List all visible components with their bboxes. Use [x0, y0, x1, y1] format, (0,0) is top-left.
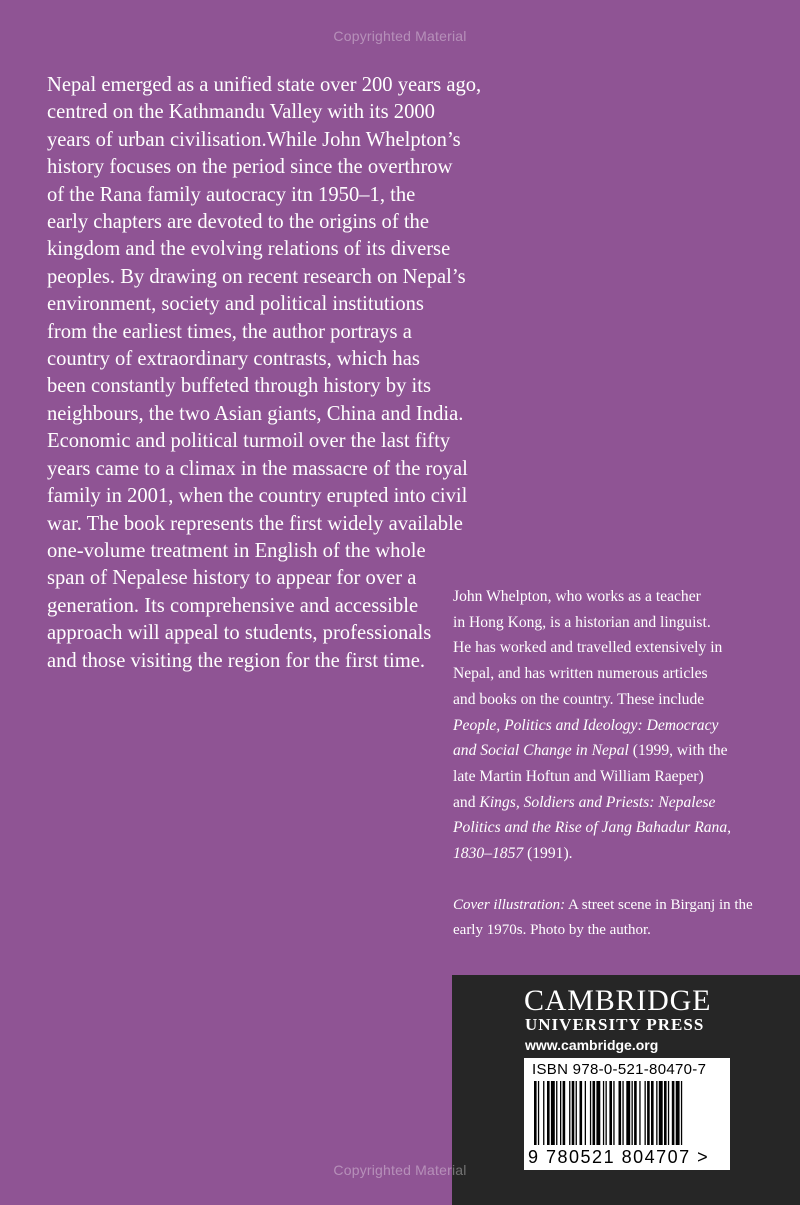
description-line: span of Nepalese history to appear for over a	[47, 567, 417, 590]
barcode-bar	[603, 1081, 604, 1145]
bio-line: late Martin Hoftun and William Raeper)	[453, 767, 704, 785]
publisher-name: CAMBRIDGE	[524, 984, 712, 1017]
description-line: one-volume treatment in English of the whole	[47, 539, 426, 562]
barcode-bar	[580, 1081, 583, 1145]
barcode-bar	[590, 1081, 591, 1145]
barcode-bar	[676, 1081, 680, 1145]
barcode-bar	[664, 1081, 667, 1145]
ean-number: 9 780521 804707 >	[528, 1147, 710, 1167]
barcode-bar	[551, 1081, 555, 1145]
barcode-bar	[606, 1081, 607, 1145]
description-line: neighbours, the two Asian giants, China and India.	[47, 402, 464, 425]
credit-line	[453, 893, 773, 918]
bio-line-book-title: Politics and the Rise of Jang Bahadur Rana,	[453, 819, 732, 837]
description-line: Nepal emerged as a unified state over 200 years ago,	[47, 74, 482, 96]
book-title: Kings, Soldiers and Priests: Nepalese	[479, 793, 716, 811]
barcode-bar	[560, 1081, 561, 1145]
book-title: 1830–1857	[453, 845, 524, 863]
barcode-panel	[524, 1058, 730, 1170]
watermark-top: Copyrighted Material	[333, 28, 467, 44]
description-line: early chapters are devoted to the origins of the	[47, 211, 429, 234]
publisher-subtitle: UNIVERSITY PRESS	[525, 1015, 705, 1034]
bio-line	[453, 738, 773, 764]
barcode-bar	[538, 1081, 539, 1145]
barcode-bar	[556, 1081, 557, 1145]
bio-line: and books on the country. These include	[453, 690, 705, 708]
barcode-bar	[609, 1081, 612, 1145]
barcode-bar	[569, 1081, 570, 1145]
barcode-bar	[634, 1081, 637, 1145]
bio-line: in Hong Kong, is a historian and linguist.	[453, 613, 711, 631]
credit-text: A street scene in Birganj in the	[565, 897, 753, 913]
barcode-bar	[547, 1081, 550, 1145]
description-line: centred on the Kathmandu Valley with its 2000	[47, 101, 435, 124]
bio-line	[453, 790, 773, 816]
description-line: been constantly buffeted through history by its	[47, 375, 431, 398]
description-line: environment, society and political institutions	[47, 293, 424, 316]
description-line: from the earliest times, the author portrays a	[47, 320, 412, 343]
barcode-bar	[672, 1081, 675, 1145]
description-line: and those visiting the region for the first time.	[47, 649, 426, 672]
description-line: history focuses on the period since the overthrow	[47, 156, 453, 179]
barcode-bar	[593, 1081, 596, 1145]
description-line: of the Rana family autocracy itn 1950–1, the	[47, 183, 416, 206]
barcode-bar	[647, 1081, 650, 1145]
description-line: generation. Its comprehensive and accessible	[47, 594, 419, 617]
credit-label: Cover illustration:	[453, 897, 566, 913]
publisher-url: www.cambridge.org	[525, 1037, 659, 1053]
barcode-bar	[659, 1081, 663, 1145]
barcode-bar	[563, 1081, 566, 1145]
barcode-bar	[572, 1081, 575, 1145]
barcode-bar	[645, 1081, 646, 1145]
author-bio	[453, 584, 773, 867]
description-line: country of extraordinary contrasts, which has	[47, 348, 420, 371]
barcode-bar	[596, 1081, 600, 1145]
barcode-bar	[651, 1081, 654, 1145]
description-line: years came to a climax in the massacre of the royal	[47, 457, 468, 480]
description-line: family in 2001, when the country erupted into civil	[47, 485, 468, 508]
credit-line: early 1970s. Photo by the author.	[453, 922, 651, 938]
description-line: Economic and political turmoil over the last fifty	[47, 430, 451, 453]
book-description	[47, 72, 482, 675]
book-title: and Social Change in Nepal	[453, 742, 629, 760]
barcode-bar	[543, 1081, 544, 1145]
barcode-bar	[613, 1081, 614, 1145]
bio-connector: and	[453, 793, 480, 811]
isbn-text: ISBN 978-0-521-80470-7	[532, 1061, 707, 1078]
barcode-bar	[639, 1081, 640, 1145]
barcode-bar	[585, 1081, 586, 1145]
barcode-bar	[576, 1081, 577, 1145]
description-line: approach will appeal to students, professionals	[47, 622, 432, 645]
bio-line-book-title: People, Politics and Ideology: Democracy	[453, 716, 719, 734]
barcode-bar	[656, 1081, 657, 1145]
book-detail: (1991).	[523, 845, 573, 863]
barcode-icon	[530, 1081, 724, 1147]
bio-line: He has worked and travelled extensively in	[453, 639, 723, 657]
description-line: war. The book represents the first widely available	[47, 512, 463, 535]
book-detail: (1999, with the	[628, 742, 728, 760]
barcode-bar	[681, 1081, 682, 1145]
barcode-bar	[632, 1081, 633, 1145]
bio-line: John Whelpton, who works as a teacher	[453, 588, 701, 605]
description-line: kingdom and the evolving relations of its diverse	[47, 238, 451, 261]
barcode-bar	[619, 1081, 622, 1145]
barcode-bar	[626, 1081, 630, 1145]
bio-line	[453, 841, 773, 867]
watermark-bottom: Copyrighted Material	[333, 1162, 467, 1178]
cover-credit	[453, 893, 773, 943]
barcode-bar	[534, 1081, 537, 1145]
description-line: years of urban civilisation.While John Whelpton’s	[47, 128, 461, 151]
description-line: peoples. By drawing on recent research on Nepal’s	[47, 265, 466, 288]
barcode-bar	[668, 1081, 669, 1145]
bio-line: Nepal, and has written numerous articles	[453, 665, 708, 683]
barcode-bar	[622, 1081, 623, 1145]
